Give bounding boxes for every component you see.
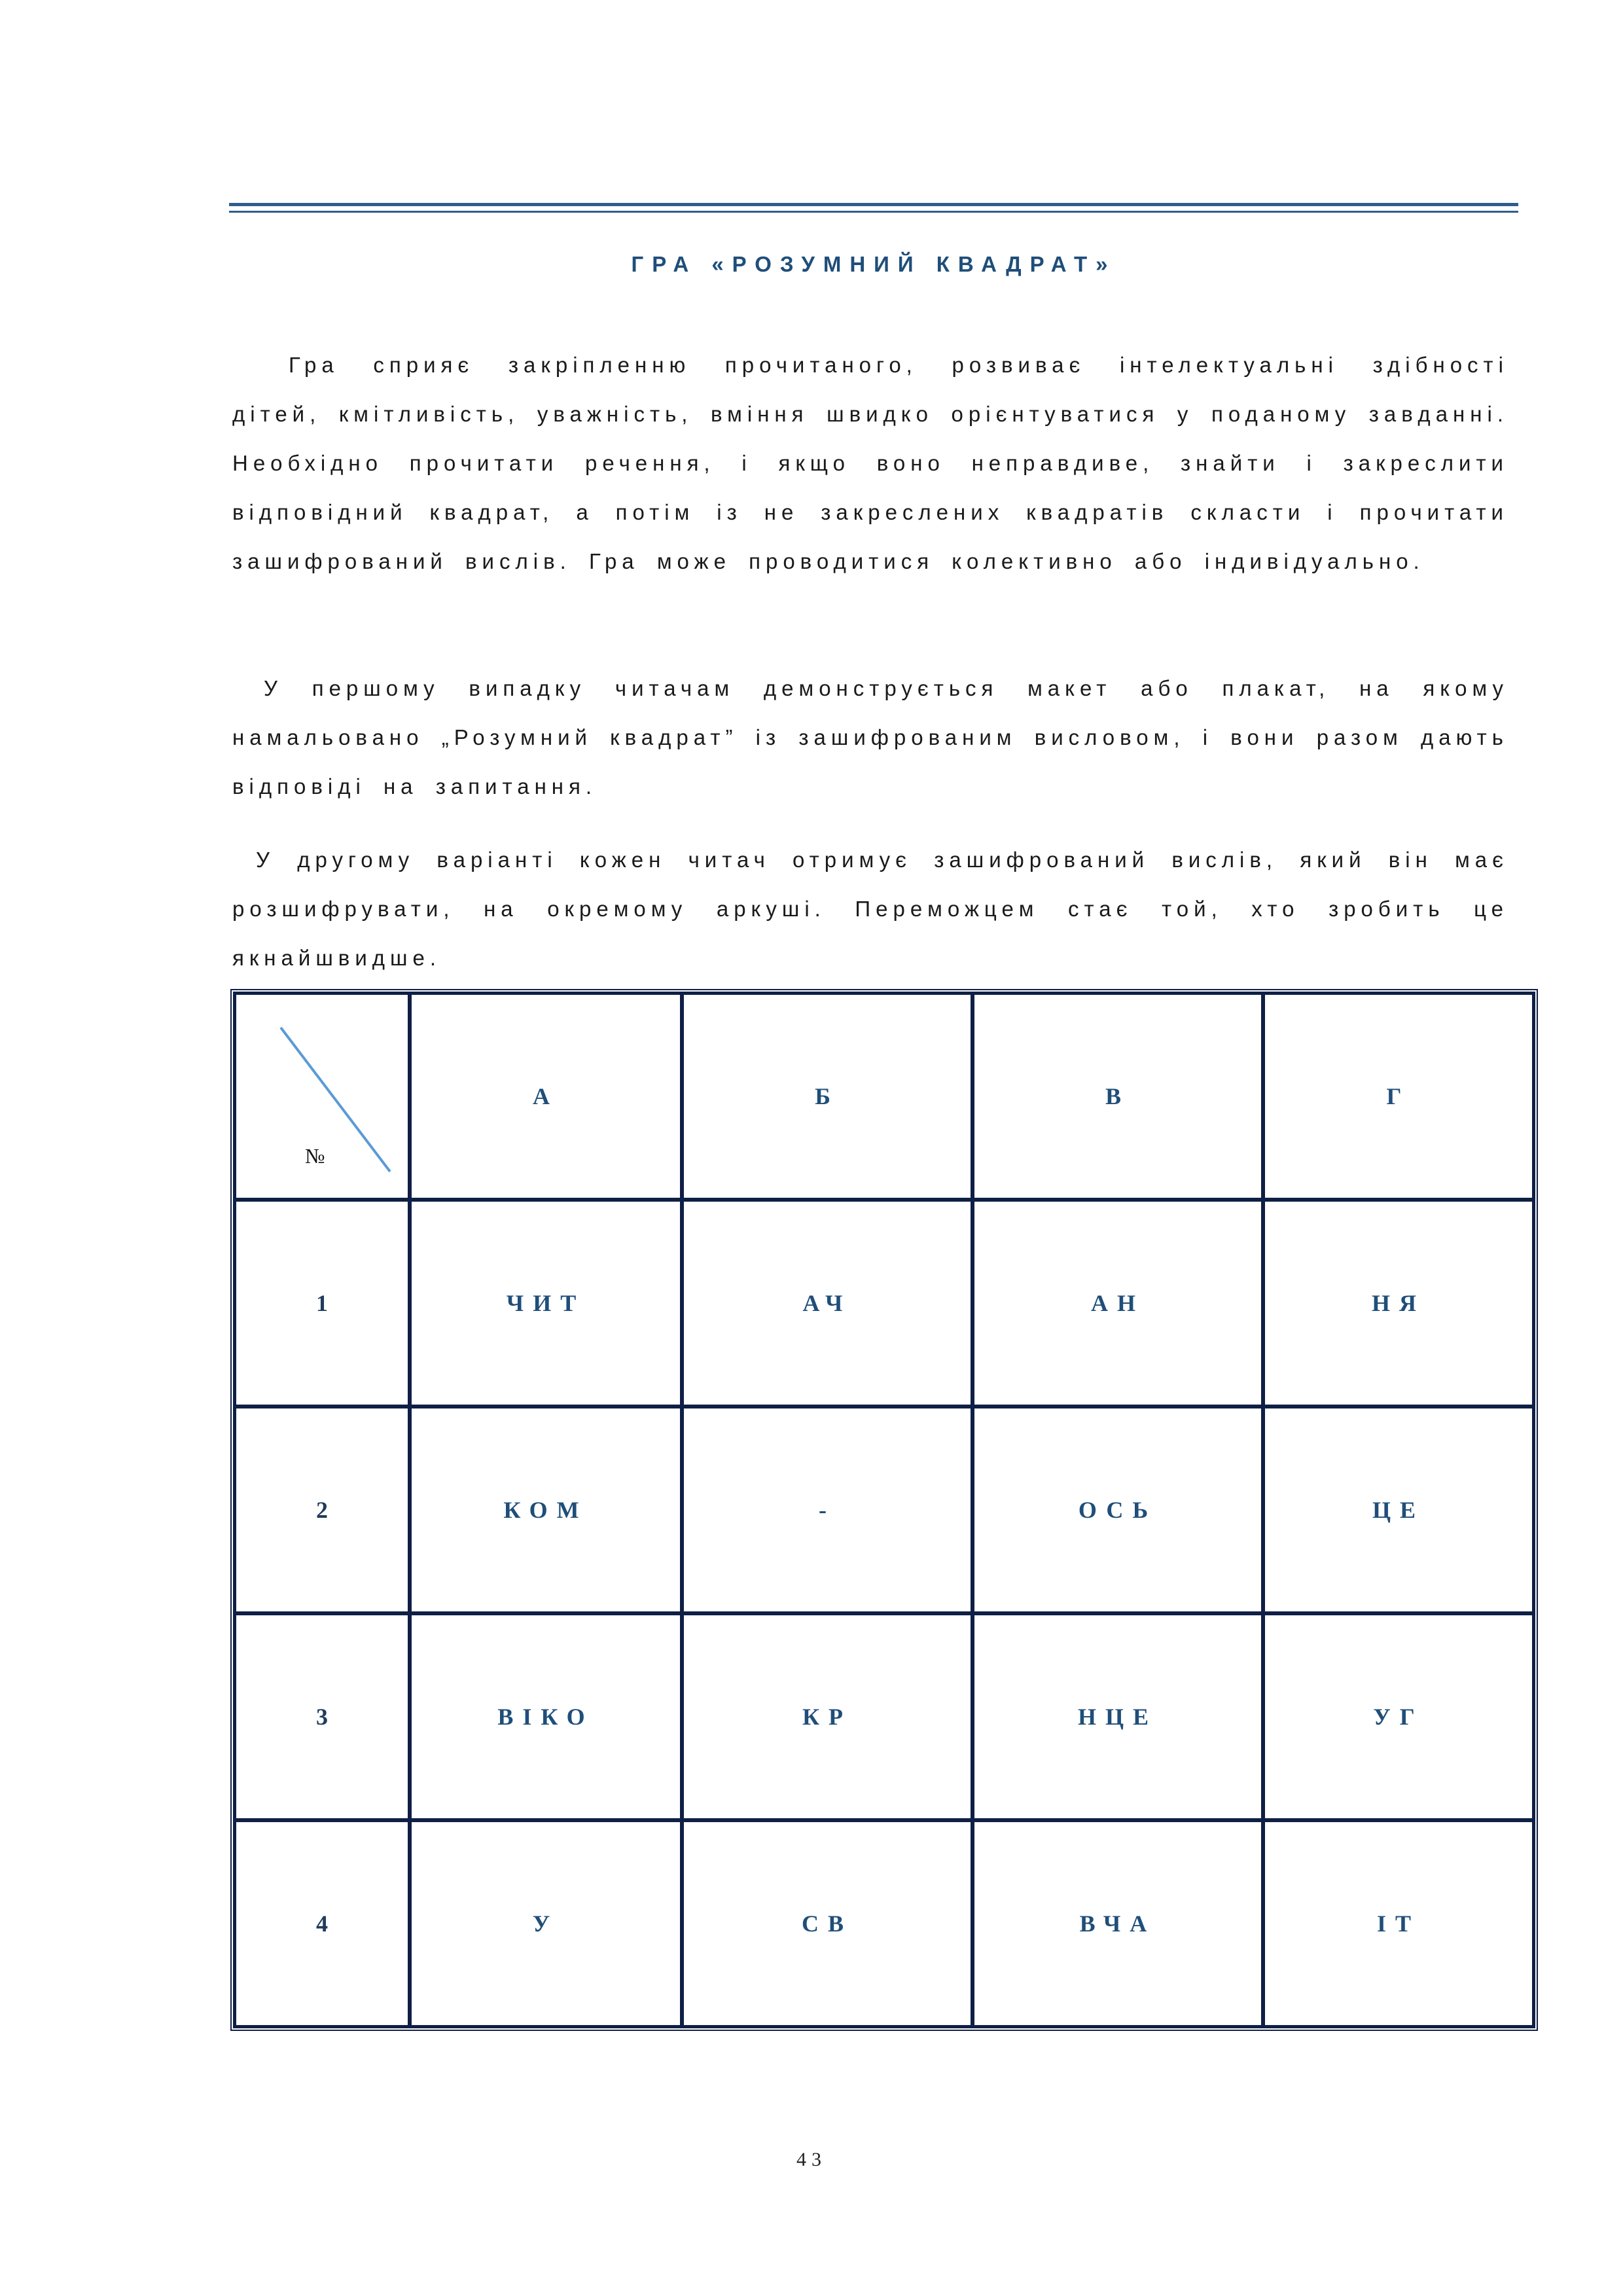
corner-cell	[234, 993, 410, 1200]
table-cell[interactable]: ЧИТ	[410, 1200, 682, 1407]
table-cell[interactable]: СВ	[682, 1820, 972, 2027]
page-number: 43	[796, 2149, 827, 2170]
paragraph-collective: У першому випадку читачам демонструється макет або плакат, на якому намальовано „Розумний квадрат” із зашифрованим висловом, і вони разом дають відповіді на запитання.	[232, 676, 1508, 798]
table-cell[interactable]: УГ	[1263, 1613, 1534, 1820]
header-rule-thick	[229, 203, 1518, 206]
row-number: 4	[234, 1820, 410, 2027]
table-cell[interactable]: НЯ	[1263, 1200, 1534, 1407]
table-row	[234, 1820, 1534, 2027]
table-header-row	[234, 993, 1534, 1200]
column-header-v: В	[972, 993, 1263, 1200]
table-cell[interactable]: ВЧА	[972, 1820, 1263, 2027]
table-cell[interactable]: -	[682, 1407, 972, 1613]
header-rule-thin	[229, 211, 1518, 213]
table-row	[234, 1200, 1534, 1407]
row-number: 2	[234, 1407, 410, 1613]
table-cell[interactable]: У	[410, 1820, 682, 2027]
table-cell[interactable]: КР	[682, 1613, 972, 1820]
table-cell[interactable]: АН	[972, 1200, 1263, 1407]
column-header-a: А	[410, 993, 682, 1200]
table-cell[interactable]: АЧ	[682, 1200, 972, 1407]
paragraph-individual: У другому варіанті кожен читач отримує зашифрований вислів, який він має розшифрувати, на окремому аркуші. Переможцем стає той, хто зробить це якнайшвидше.	[232, 848, 1508, 970]
table-cell[interactable]: ВІКО	[410, 1613, 682, 1820]
column-header-b: Б	[682, 993, 972, 1200]
table-row	[234, 1407, 1534, 1613]
row-number: 1	[234, 1200, 410, 1407]
table-cell[interactable]: НЦЕ	[972, 1613, 1263, 1820]
cipher-table	[230, 989, 1538, 2031]
table-cell[interactable]: ОСЬ	[972, 1407, 1263, 1613]
table-cell[interactable]: КОМ	[410, 1407, 682, 1613]
table-row	[234, 1613, 1534, 1820]
table-cell[interactable]: ЦЕ	[1263, 1407, 1534, 1613]
row-number: 3	[234, 1613, 410, 1820]
table-cell[interactable]: ІТ	[1263, 1820, 1534, 2027]
page-title: ГРА «РОЗУМНИЙ КВАДРАТ»	[631, 252, 1116, 276]
paragraph-intro: Гра сприяє закріпленню прочитаного, розвиває інтелектуальні здібності дітей, кмітливість, уважність, вміння швидко орієнтуватися у поданому завданні. Необхідно прочитати речення, і якщо воно неправдиве, знайти і закреслити відповідний квадрат, а потім із не закреслених квадратів скласти і прочитати зашифрований вислів. Гра може проводитися колективно або індивідуально.	[232, 353, 1508, 573]
column-header-h: Г	[1263, 993, 1534, 1200]
number-sign: №	[305, 1144, 325, 1168]
